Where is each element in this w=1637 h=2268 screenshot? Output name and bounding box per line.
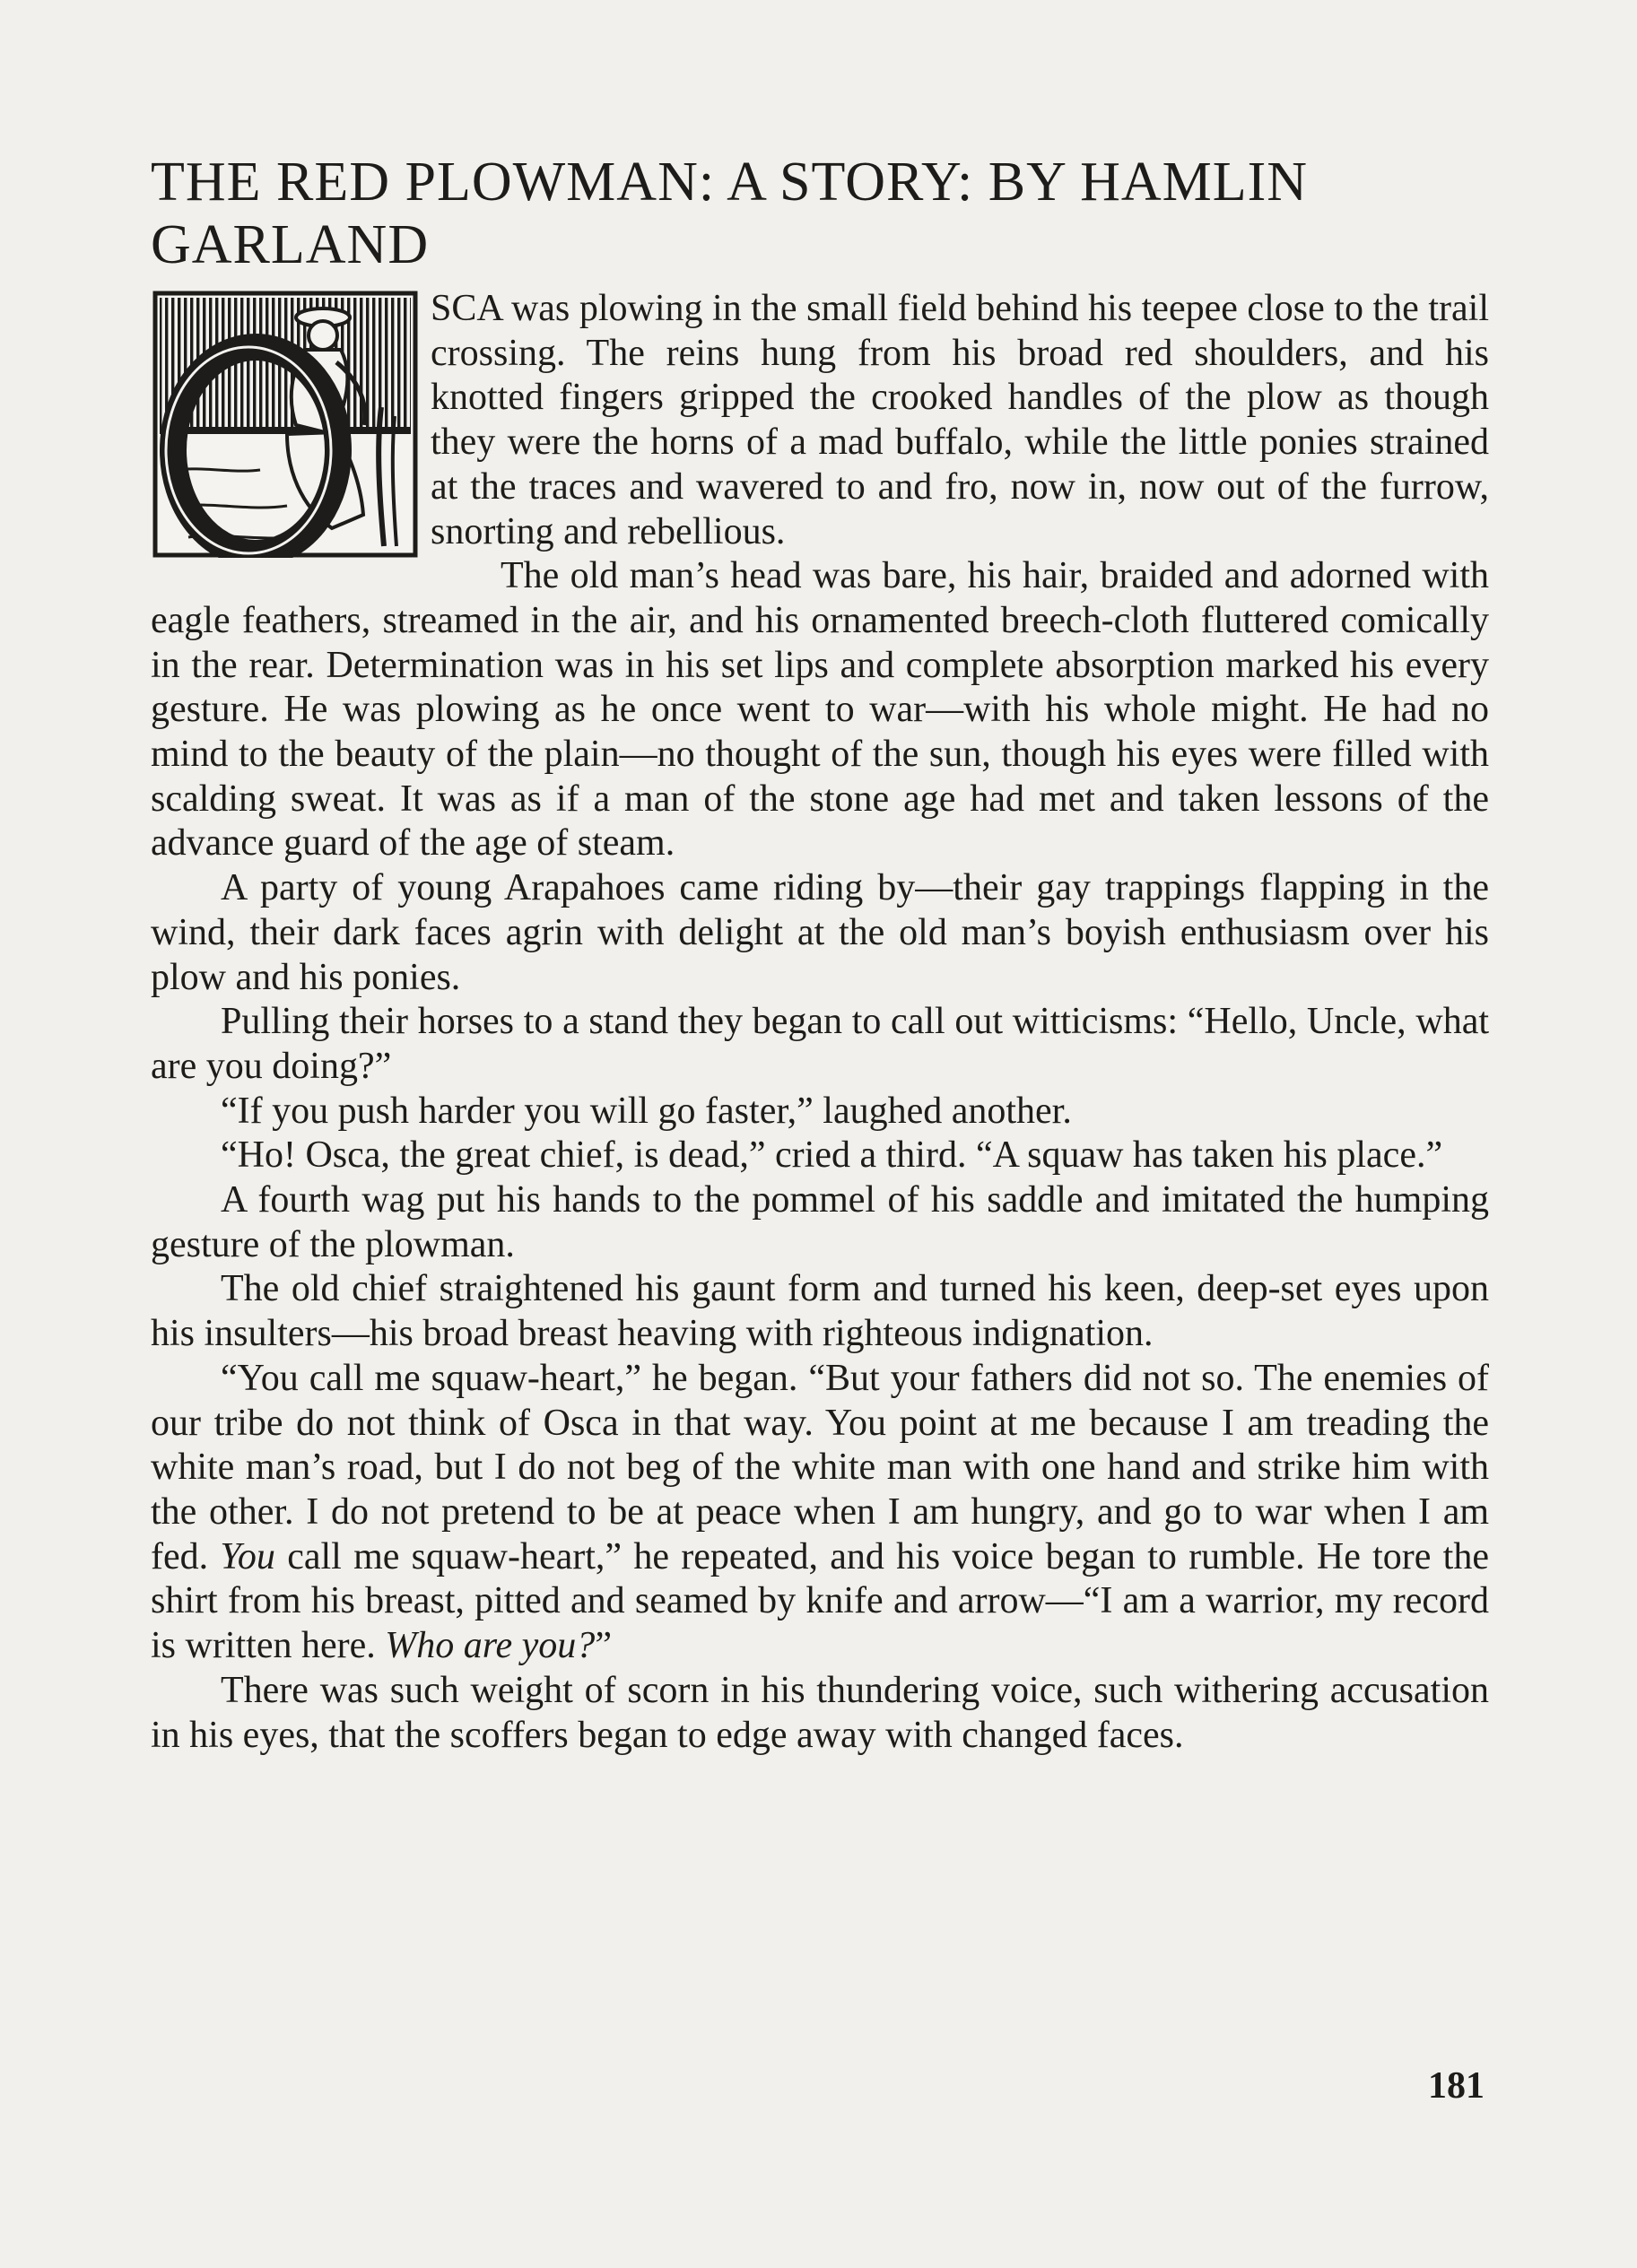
paragraph-9 xyxy=(151,1357,1489,1669)
paragraph-1 xyxy=(151,287,1489,554)
story-title: THE RED PLOWMAN: A STORY: BY HAMLIN GARLAND xyxy=(151,152,1309,275)
paragraph-3: A party of young Arapahoes came riding by—their gay trappings flapping in the wind, their dark faces agrin with delight at the old man’s boyish enthusiasm over his plow and his ponies. xyxy=(151,867,1489,998)
paragraph-6: “Ho! Osca, the great chief, is dead,” cried a third. “A squaw has taken his place.” xyxy=(221,1134,1443,1177)
paragraph-10: There was such weight of scorn in his thundering voice, such withering accusation in his eyes, that the scoffers began to edge away with changed faces. xyxy=(151,1669,1489,1756)
dropcap-illustration-letter-o xyxy=(152,291,418,558)
page-number: 181 xyxy=(1428,2065,1485,2107)
paragraph-8: The old chief straightened his gaunt form and turned his keen, deep-set eyes upon his insulters—his broad breast heaving with righteous indignation. xyxy=(151,1268,1489,1355)
story-body xyxy=(151,287,1489,1758)
page xyxy=(151,151,1489,1758)
paragraph-9-italic-who-are-you: Who are you? xyxy=(385,1625,596,1667)
paragraph-9-part-2: call me squaw-heart,” he repeated, and his voice began to rumble. He tore the shirt from his breast, pitted and seamed by knife and arrow—“I am a warrior, my record is written here. xyxy=(151,1535,1489,1667)
paragraph-5: “If you push harder you will go faster,” laughed another. xyxy=(221,1090,1072,1132)
paragraph-7: A fourth wag put his hands to the pommel of his saddle and imitated the humping gesture of the plowman. xyxy=(151,1179,1489,1265)
paragraph-2: The old man’s head was bare, his hair, braided and adorned with eagle feathers, streamed in the air, and his ornamented breech-cloth fluttered comically in the rear. Determination was in his set lips and complete absorption marked his every gesture. He was plowing as he once went to war—with his whole might. He had no mind to the beauty of the plain—no thought of the sun, though his eyes were filled with scalding sweat. It was as if a man of the stone age had met and taken lessons of the advance guard of the age of steam. xyxy=(151,555,1489,865)
paragraph-9-italic-you: You xyxy=(220,1535,275,1577)
paragraph-9-part-1: “You call me squaw-heart,” he began. “But your fathers did not so. The enemies of our tribe do not think of Osca in that way. You point at me because I am treading the white man’s road, but I do not beg of the white man with one hand and strike him with the other. I do not pretend to be at peace when I am hungry, and go to war when I am fed. xyxy=(151,1357,1489,1577)
paragraph-4: Pulling their horses to a stand they began to call out witticisms: “Hello, Uncle, what are you doing?” xyxy=(151,1001,1489,1087)
paragraph-9-part-3: ” xyxy=(595,1625,612,1667)
paragraph-1-text: SCA was plowing in the small field behind his teepee close to the trail crossing. The reins hung from his broad red shoulders, and his knotted fingers gripped the crooked handles of the plow as though they were the horns of a mad buffalo, while the little ponies strained at the traces and wavered to and fro, now in, now out of the furrow, snorting and rebellious. xyxy=(431,288,1489,552)
dropcap-woodcut-icon xyxy=(152,291,418,558)
